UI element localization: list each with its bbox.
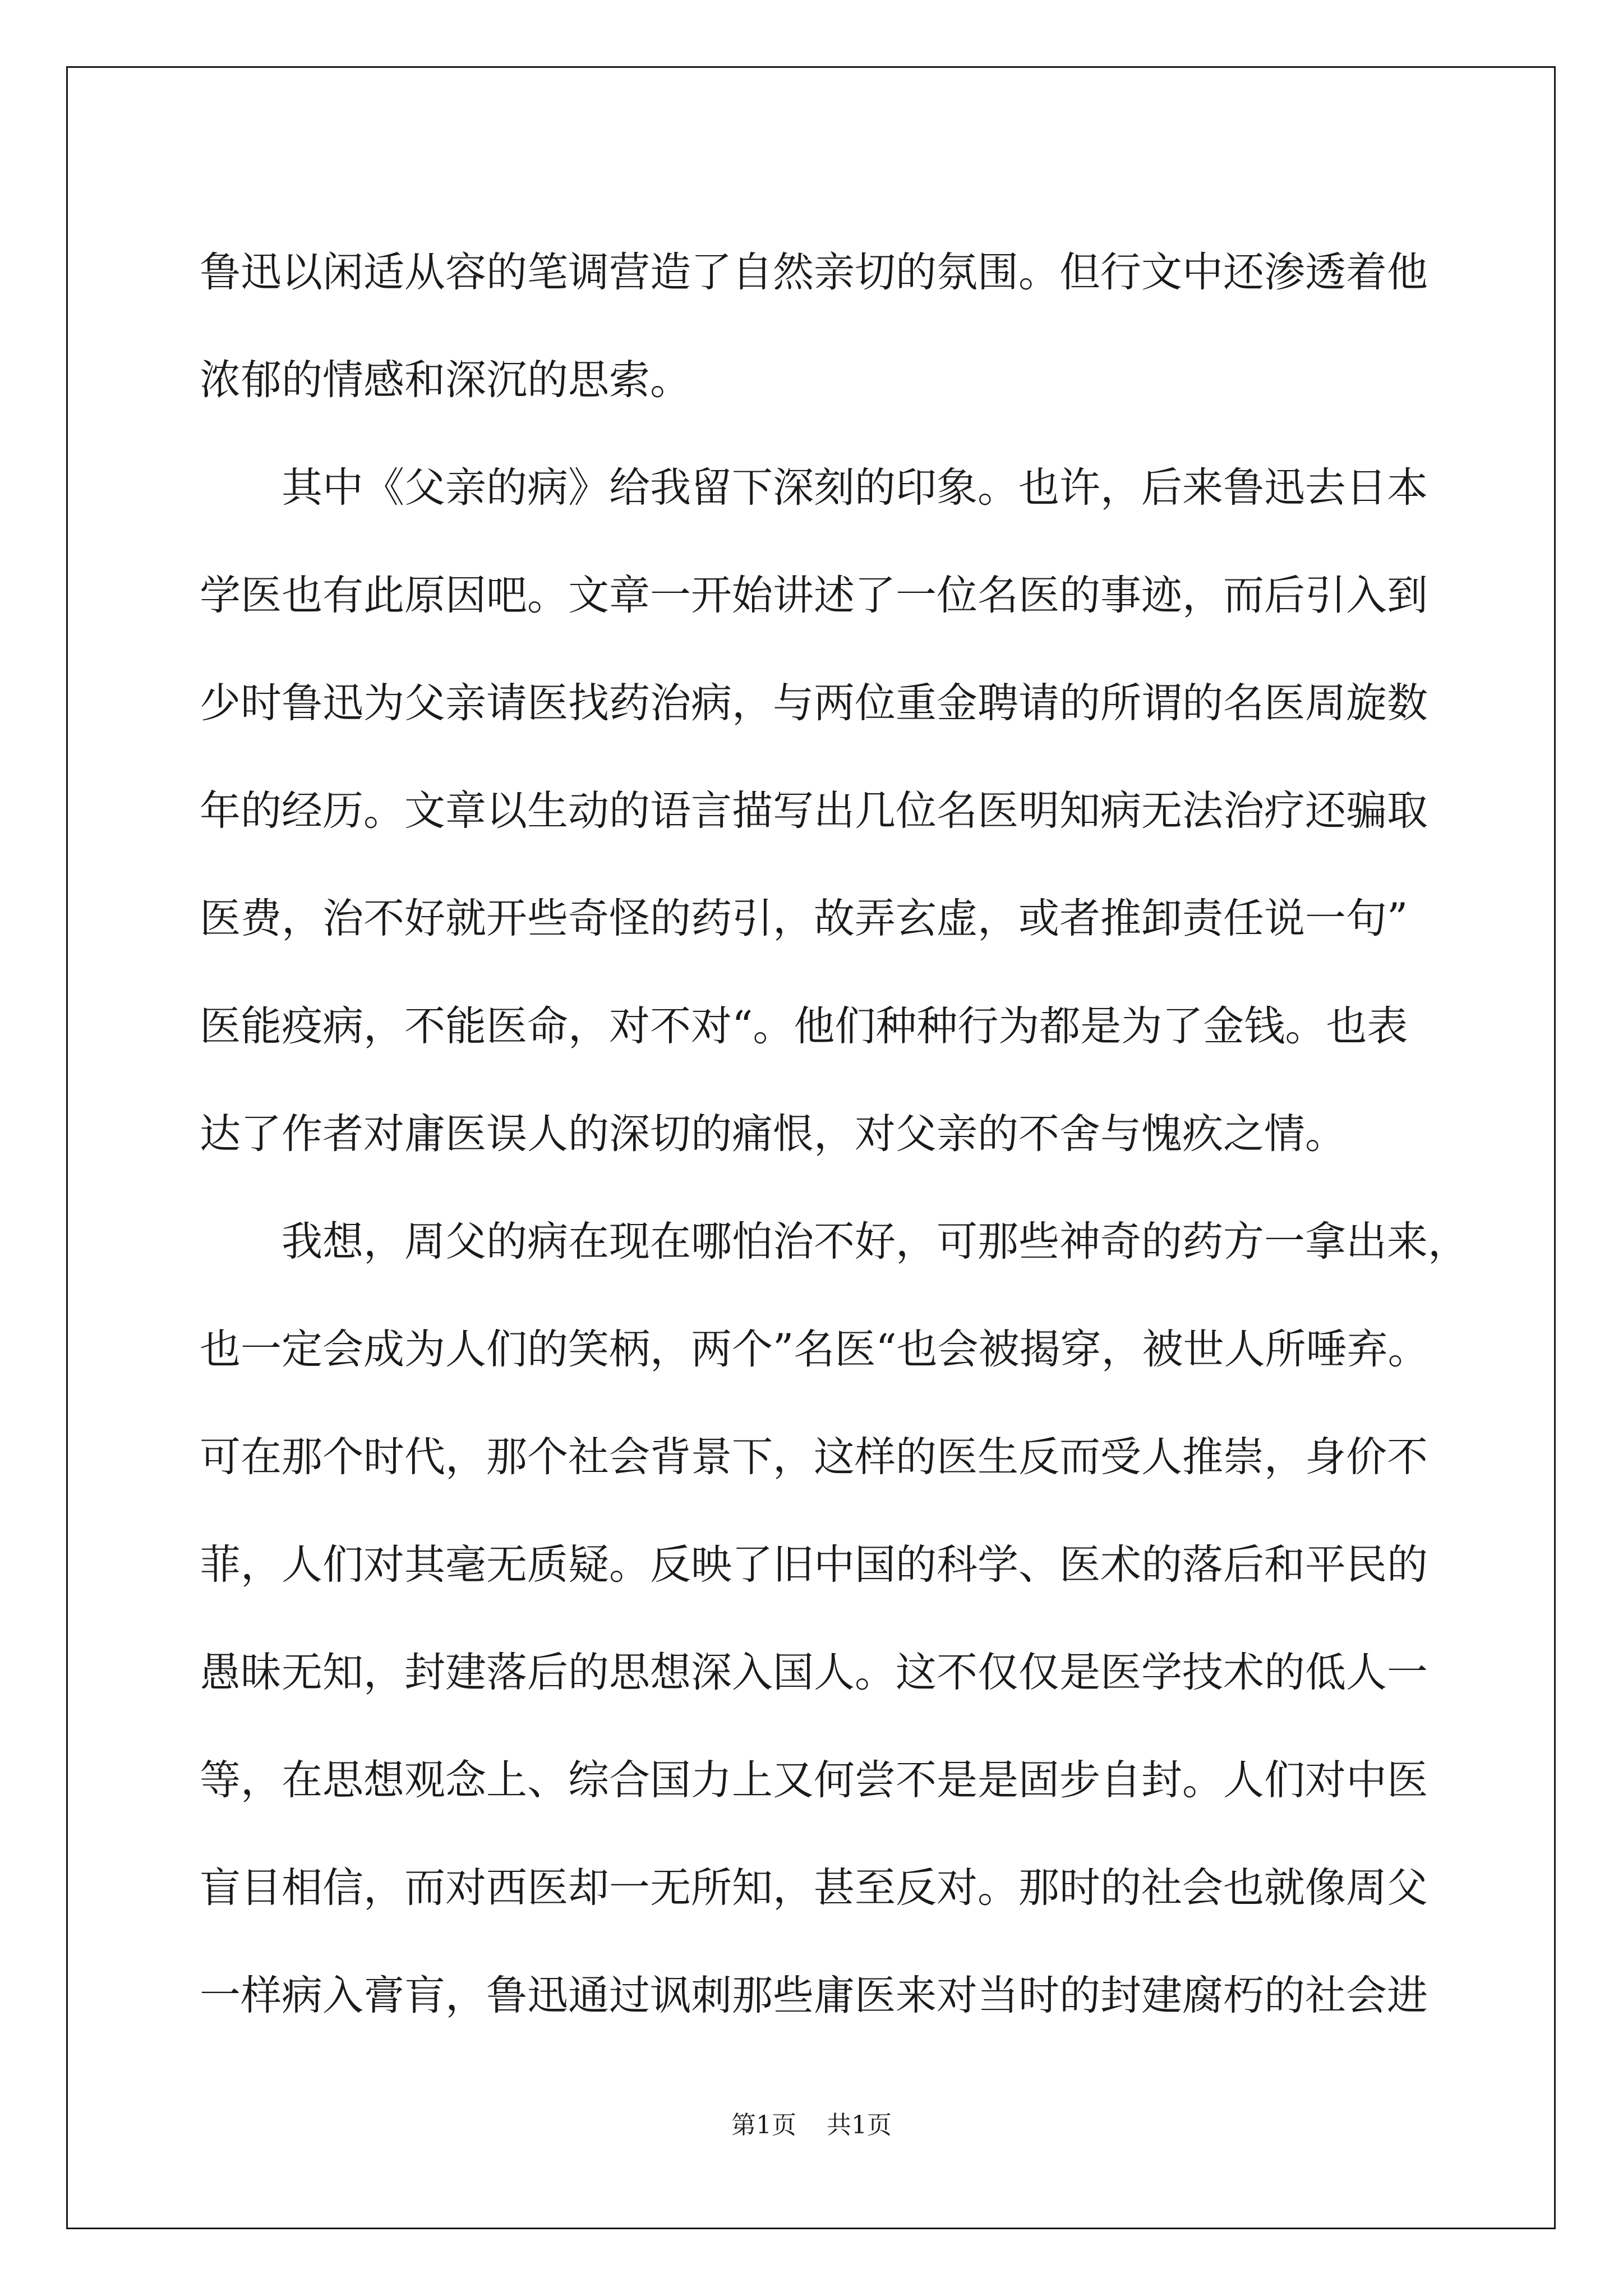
text-line: 医费，治不好就开些奇怪的药引，故弄玄虚，或者推卸责任说一句”	[200, 895, 1408, 942]
text-line: 可在那个时代，那个社会背景下，这样的医生反而受人推崇，身价不	[200, 1433, 1428, 1481]
text-line: 我想，周父的病在现在哪怕治不好，可那些神奇的药方一拿出来，	[200, 1218, 1469, 1266]
text-line: 少时鲁迅为父亲请医找药治病，与两位重金聘请的所谓的名医周旋数	[200, 679, 1428, 727]
text-line: 一样病入膏肓，鲁迅通过讽刺那些庸医来对当时的封建腐朽的社会进	[200, 1972, 1428, 2019]
page-footer	[0, 2105, 1623, 2141]
text-line: 鲁迅以闲适从容的笔调营造了自然亲切的氛围。但行文中还渗透着他	[200, 249, 1428, 296]
page-total: 共1页	[827, 2111, 892, 2139]
document-body	[200, 219, 1469, 2050]
text-line: 盲目相信，而对西医却一无所知，甚至反对。那时的社会也就像周父	[200, 1864, 1428, 1912]
text-line: 达了作者对庸医误人的深切的痛恨，对父亲的不舍与愧疚之情。	[200, 1110, 1346, 1158]
text-line: 菲，人们对其毫无质疑。反映了旧中国的科学、医术的落后和平民的	[200, 1541, 1428, 1589]
text-line: 等，在思想观念上、综合国力上又何尝不是是固步自封。人们对中医	[200, 1756, 1428, 1804]
text-line: 学医也有此原因吧。文章一开始讲述了一位名医的事迹，而后引入到	[200, 572, 1428, 619]
text-line: 医能疫病，不能医命，对不对“。他们种种行为都是为了金钱。也表	[200, 1002, 1408, 1050]
page-number: 第1页	[731, 2111, 796, 2139]
text-line: 其中《父亲的病》给我留下深刻的印象。也许，后来鲁迅去日本	[200, 464, 1428, 512]
text-line: 年的经历。文章以生动的语言描写出几位名医明知病无法治疗还骗取	[200, 787, 1428, 835]
text-line: 浓郁的情感和深沉的思索。	[200, 356, 691, 404]
text-line: 愚昧无知，封建落后的思想深入国人。这不仅仅是医学技术的低人一	[200, 1649, 1428, 1696]
text-line: 也一定会成为人们的笑柄，两个”名医“也会被揭穿，被世人所唾弃。	[200, 1326, 1429, 1373]
